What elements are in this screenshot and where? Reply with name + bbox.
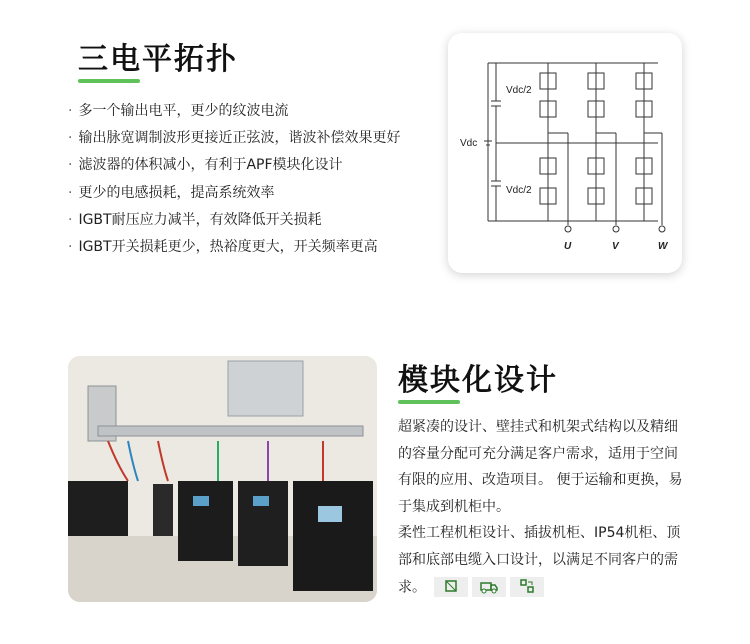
bullet-dot: ·: [68, 157, 73, 174]
frame-crop-icon: [434, 577, 468, 597]
paragraph-text: 超紧凑的设计、壁挂式和机架式结构以及精细的容量分配可充分满足客户需求，适用于空间有限的应用、改造项目。 便于运输和更换，易于集成到机柜中。: [398, 419, 683, 515]
label-vdc: Vdc: [460, 138, 478, 149]
list-item: [68, 180, 400, 207]
three-level-circuit-diagram: [448, 33, 682, 273]
list-item-text: IGBT开关损耗更少，热裕度更大，开关频率更高: [78, 239, 378, 256]
paragraph-text-2: 柔性工程机柜设计、插拔机柜、IP54机柜、顶部和底部电缆入口设计，以满足不同客户的需求。: [398, 525, 681, 595]
bullet-dot: ·: [68, 184, 73, 201]
bullet-dot: ·: [68, 103, 73, 119]
list-item: [68, 207, 400, 234]
list-item-text: 更少的电感损耗，提高系统效率: [78, 184, 275, 201]
module-swap-icon: [510, 577, 544, 597]
feature-icons: [434, 574, 548, 601]
bullet-dot: ·: [68, 211, 73, 228]
section-title-topology: 三电平拓扑: [78, 42, 238, 77]
installation-photo: [68, 356, 377, 602]
section-title-modular: 模块化设计: [398, 363, 558, 398]
list-item-text: 多一个输出电平，更少的纹波电流: [78, 103, 289, 119]
output-label-u: U: [564, 241, 572, 252]
output-label-w: W: [658, 241, 668, 252]
delivery-truck-icon: [472, 577, 506, 597]
title-underline: [398, 400, 460, 404]
feature-list: [68, 98, 400, 261]
bullet-dot: ·: [68, 239, 73, 256]
bullet-dot: ·: [68, 130, 73, 147]
list-item-text: 输出脉宽调制波形更接近正弦波，谐波补偿效果更好: [78, 130, 401, 147]
label-vdc-half-bottom: Vdc/2: [506, 185, 532, 196]
description-paragraph: [398, 414, 690, 600]
list-item-text: IGBT耐压应力减半，有效降低开关损耗: [78, 211, 322, 228]
list-item: [68, 125, 400, 152]
list-item: [68, 234, 400, 261]
installation-illustration: [68, 356, 377, 602]
title-underline: [78, 79, 140, 83]
list-item-text: 滤波器的体积减小，有利于APF模块化设计: [78, 157, 343, 174]
circuit-diagram-card: [448, 33, 682, 273]
list-item: [68, 98, 400, 125]
paragraph-text: [398, 520, 690, 600]
list-item: [68, 152, 400, 179]
label-vdc-half-top: Vdc/2: [506, 85, 532, 96]
output-label-v: V: [612, 241, 619, 252]
